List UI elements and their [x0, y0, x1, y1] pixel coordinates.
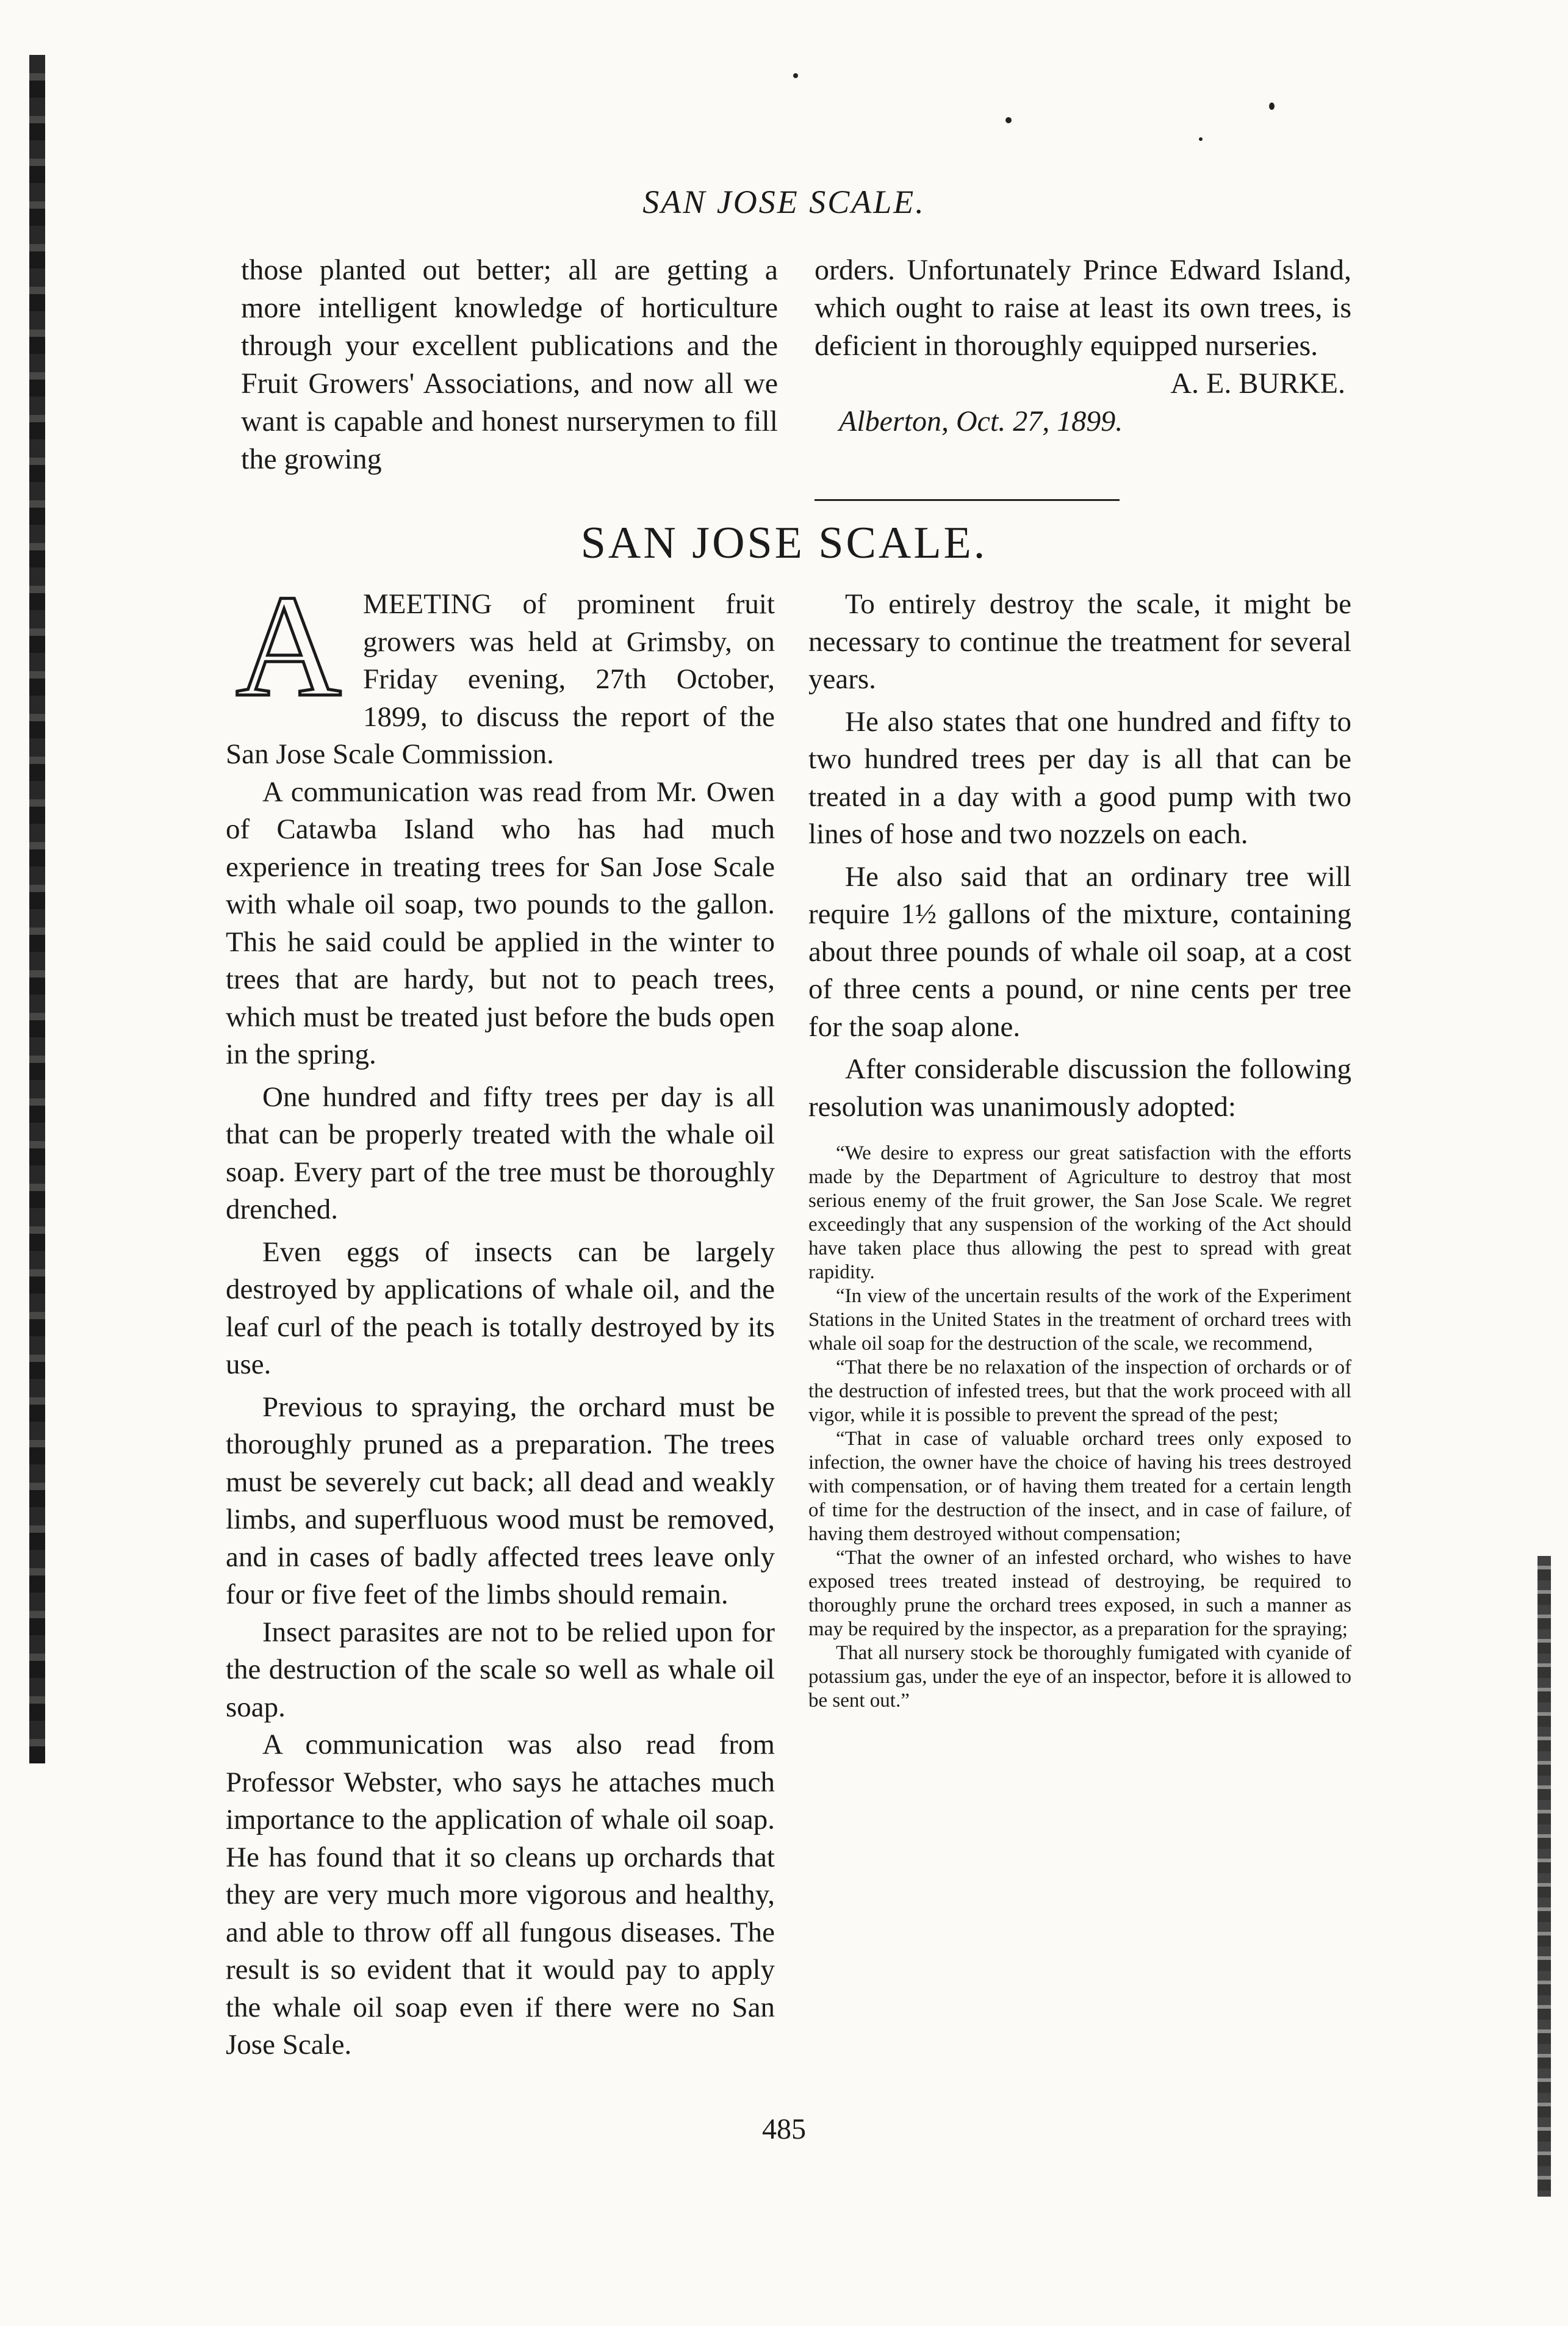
drop-cap-glyph — [228, 588, 350, 704]
article-paragraph: Even eggs of insects can be largely destroyed by applications of whale oil, and the leaf curl of the peach is totally destroyed by its use. — [226, 1236, 775, 1380]
scan-binding-edge-left — [29, 55, 45, 1763]
letter-column-right — [815, 251, 1351, 441]
article-paragraph: After considerable discussion the following resolution was unanimously adopted: — [808, 1053, 1351, 1123]
article-paragraph: A communication was read from Mr. Owen of Catawba Island who has had much experience in treating trees for San Jose Scale with whale oil soap, two pounds to the gallon. This he said could be applied in the winter to trees that are hardy, but not to peach trees, which must be treated just before the buds open in the spring. — [226, 776, 775, 1070]
article-paragraph: One hundred and fifty trees per day is all that can be properly treated with the whale oil soap. Every part of the tree must be thoroughly drenched. — [226, 1081, 775, 1225]
running-head: SAN JOSE SCALE. — [642, 184, 926, 220]
letter-text-right: orders. Unfortunately Prince Edward Island, which ought to raise at least its own trees, is deficient in thoroughly equipped nurseries. — [815, 254, 1351, 362]
article-paragraph: Insect parasites are not to be relied upon for the destruction of the scale so well as whale oil soap. — [226, 1616, 775, 1723]
article-paragraph — [226, 586, 775, 774]
drop-cap-text: A — [235, 588, 342, 704]
resolution-paragraph: “That the owner of an infested orchard, who wishes to have exposed trees treated instead of destroying, be required to thoroughly prune the orchard trees exposed, in such a manner as may be required by the inspector, as a preparation for the spraying; — [808, 1547, 1351, 1640]
scan-binding-edge-right — [1537, 1556, 1551, 2197]
resolution-paragraph: That all nursery stock be thoroughly fumigated with cyanide of potassium gas, under the eye of an inspector, before it is allowed to be sent out.” — [808, 1642, 1351, 1712]
article-paragraph: A communication was also read from Professor Webster, who says he attaches much importance to the application of whale oil soap. He has found that it so cleans up orchards that they are very much more vigorous and healthy, and able to throw off all fungous diseases. The result is so evident that it would pay to apply the whale oil soap even if there were no San Jose Scale. — [226, 1729, 775, 2061]
page-number: 485 — [762, 2113, 806, 2145]
resolution-paragraph: “That there be no relaxation of the inspection of orchards or of the destruction of infested trees, but that the work proceed with all vigor, while it is possible to prevent the spread of the pest; — [808, 1356, 1351, 1426]
article-paragraph: He also states that one hundred and fifty to two hundred trees per day is all that can be treated in a day with a good pump with two lines of hose and two nozzels on each. — [808, 705, 1351, 850]
article-paragraph: To entirely destroy the scale, it might be necessary to continue the treatment for several years. — [808, 588, 1351, 695]
article-paragraph: He also said that an ordinary tree will require 1½ gallons of the mixture, containing about three pounds of whale oil soap, at a cost of three cents a pound, or nine cents per tree for the soap alone. — [808, 860, 1351, 1043]
resolution-block — [808, 1142, 1351, 1713]
article-column-left — [226, 586, 775, 2064]
section-divider — [815, 499, 1120, 501]
resolution-paragraph: “That in case of valuable orchard trees only exposed to infection, the owner have the choice of having his trees destroyed with compensation, or of having them treated for a certain length of time for the destruction of the insect, and in case of failure, of having them destroyed without compensation; — [808, 1428, 1351, 1545]
letter-signature: A. E. BURKE. — [1170, 367, 1345, 400]
article-column-right — [808, 586, 1351, 1713]
letter-column-left — [241, 251, 778, 478]
resolution-paragraph: “In view of the uncertain results of the work of the Experiment Stations in the United States in the treatment of orchard trees with whale oil soap for the destruction of the scale, we recommend, — [808, 1285, 1351, 1355]
print-speck — [1199, 137, 1203, 141]
print-speck — [1005, 117, 1012, 123]
letter-text-left: those planted out better; all are getting a more intelligent knowledge of horticulture through your excellent publications and the Fruit Growers' Associations, and now all we want is capable and honest nurserymen to fill the growing — [241, 254, 778, 475]
print-speck — [1269, 103, 1275, 110]
article-title: SAN JOSE SCALE. — [580, 518, 988, 568]
resolution-paragraph: “We desire to express our great satisfaction with the efforts made by the Department of Agriculture to destroy that most serious enemy of the fruit grower, the San Jose Scale. We regret exceedingly that any suspension of the working of the Act should have taken place thus allowing the pest to spread with great rapidity. — [808, 1142, 1351, 1283]
article-paragraph: Previous to spraying, the orchard must be thoroughly pruned as a preparation. The trees must be severely cut back; all dead and weakly limbs, and superfluous wood must be removed, and in cases of badly affected trees leave only four or five feet of the limbs should remain. — [226, 1391, 775, 1610]
print-speck — [793, 73, 798, 78]
letter-place-date: Alberton, Oct. 27, 1899. — [839, 405, 1123, 437]
drop-cap-letter — [226, 588, 351, 704]
article-paragraph-text: MEETING of prominent fruit growers was held at Grimsby, on Friday evening, 27th October, 1899, to discuss the report of the San Jose Scale Commission. — [226, 588, 775, 770]
